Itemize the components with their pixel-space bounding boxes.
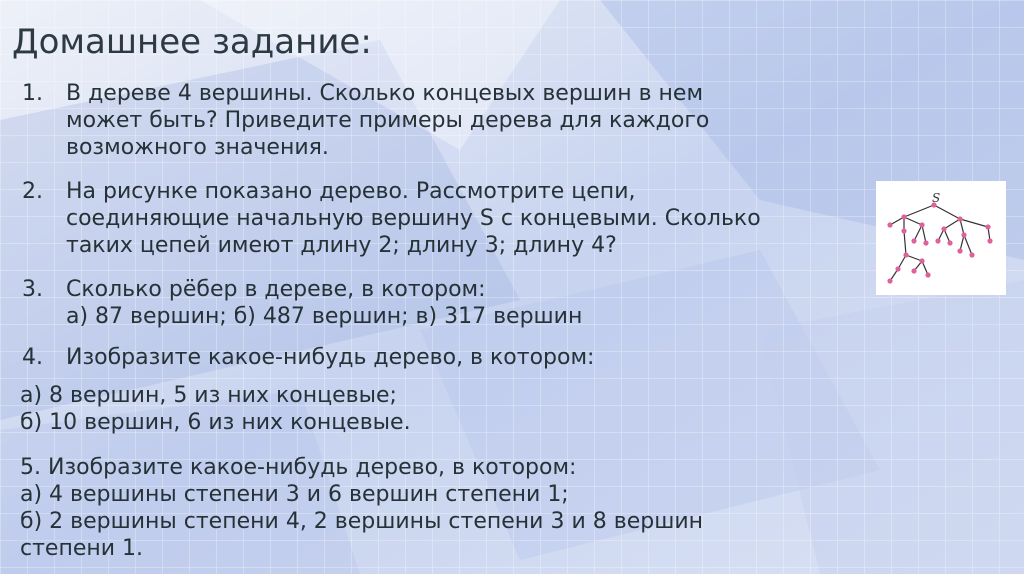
tree-node	[925, 272, 930, 277]
tree-node	[947, 240, 952, 245]
tree-node	[987, 238, 992, 243]
tree-node	[935, 238, 940, 243]
tree-edge	[922, 225, 926, 243]
tree-edge	[914, 225, 922, 241]
task-3	[22, 276, 862, 336]
task-4-text	[66, 344, 594, 371]
task-5-option-b-cont: степени 1.	[20, 536, 144, 561]
task-1	[22, 80, 862, 170]
tree-node	[895, 266, 900, 271]
tree-node	[919, 222, 924, 227]
task-3-line: Сколько рёбер в дереве, в котором:	[66, 277, 486, 302]
task-4-option-a: а) 8 вершин, 5 из них концевые;	[20, 383, 397, 408]
task-5-option-b: б) 2 вершины степени 4, 2 вершины степени 3 и 8 вершин	[20, 509, 704, 534]
tree-diagram	[876, 181, 1006, 295]
tree-node	[901, 214, 906, 219]
root-label: S	[932, 191, 941, 205]
tree-node	[969, 252, 974, 257]
tree-node	[919, 258, 924, 263]
task-2-text	[66, 178, 761, 259]
tree-edge	[960, 219, 988, 227]
tree-node	[985, 224, 990, 229]
tree-node	[957, 216, 962, 221]
task-3-number: 3.	[22, 277, 43, 302]
tree-node	[957, 248, 962, 253]
task-2-line: таких цепей имеют длину 2; длину 3; длину 4?	[66, 233, 617, 258]
task-5	[20, 454, 860, 564]
tree-edge	[904, 231, 906, 255]
task-2	[22, 178, 862, 268]
tree-node	[923, 240, 928, 245]
slide-title: Домашнее задание:	[12, 22, 372, 62]
tree-node	[887, 222, 892, 227]
task-1-line: В дереве 4 вершины. Сколько концевых вершин в нем	[66, 81, 704, 106]
task-5-heading: 5. Изобразите какое-нибудь дерево, в котором:	[20, 455, 577, 480]
task-1-text	[66, 80, 709, 161]
tree-figure	[876, 181, 1006, 295]
tree-edge	[944, 219, 960, 229]
tree-node	[911, 238, 916, 243]
task-3-text	[66, 276, 582, 330]
task-5-option-a: а) 4 вершины степени 3 и 6 вершин степени 1;	[20, 482, 569, 507]
tree-node	[911, 268, 916, 273]
tree-edge	[934, 205, 960, 219]
task-1-number: 1.	[22, 81, 43, 106]
task-1-line: может быть? Приведите примеры дерева для каждого	[66, 108, 710, 133]
task-4-line: Изобразите какое-нибудь дерево, в котором:	[66, 345, 595, 370]
task-4-options	[20, 382, 860, 438]
tree-node	[903, 252, 908, 257]
task-4	[22, 344, 862, 374]
tree-edge	[964, 235, 972, 255]
tree-edge	[904, 217, 922, 225]
tree-node	[887, 278, 892, 283]
task-4-number: 4.	[22, 345, 43, 370]
task-2-number: 2.	[22, 179, 43, 204]
tree-node	[941, 226, 946, 231]
task-4-option-b: б) 10 вершин, 6 из них концевые.	[20, 410, 411, 435]
tree-edge	[904, 205, 934, 217]
tree-node	[961, 232, 966, 237]
task-2-line: соединяющие начальную вершину S с концевыми. Сколько	[66, 206, 761, 231]
task-1-line: возможного значения.	[66, 135, 329, 160]
tree-node	[901, 228, 906, 233]
task-3-line: а) 87 вершин; б) 487 вершин; в) 317 вершин	[66, 304, 583, 329]
task-2-line: На рисунке показано дерево. Рассмотрите цепи,	[66, 179, 636, 204]
